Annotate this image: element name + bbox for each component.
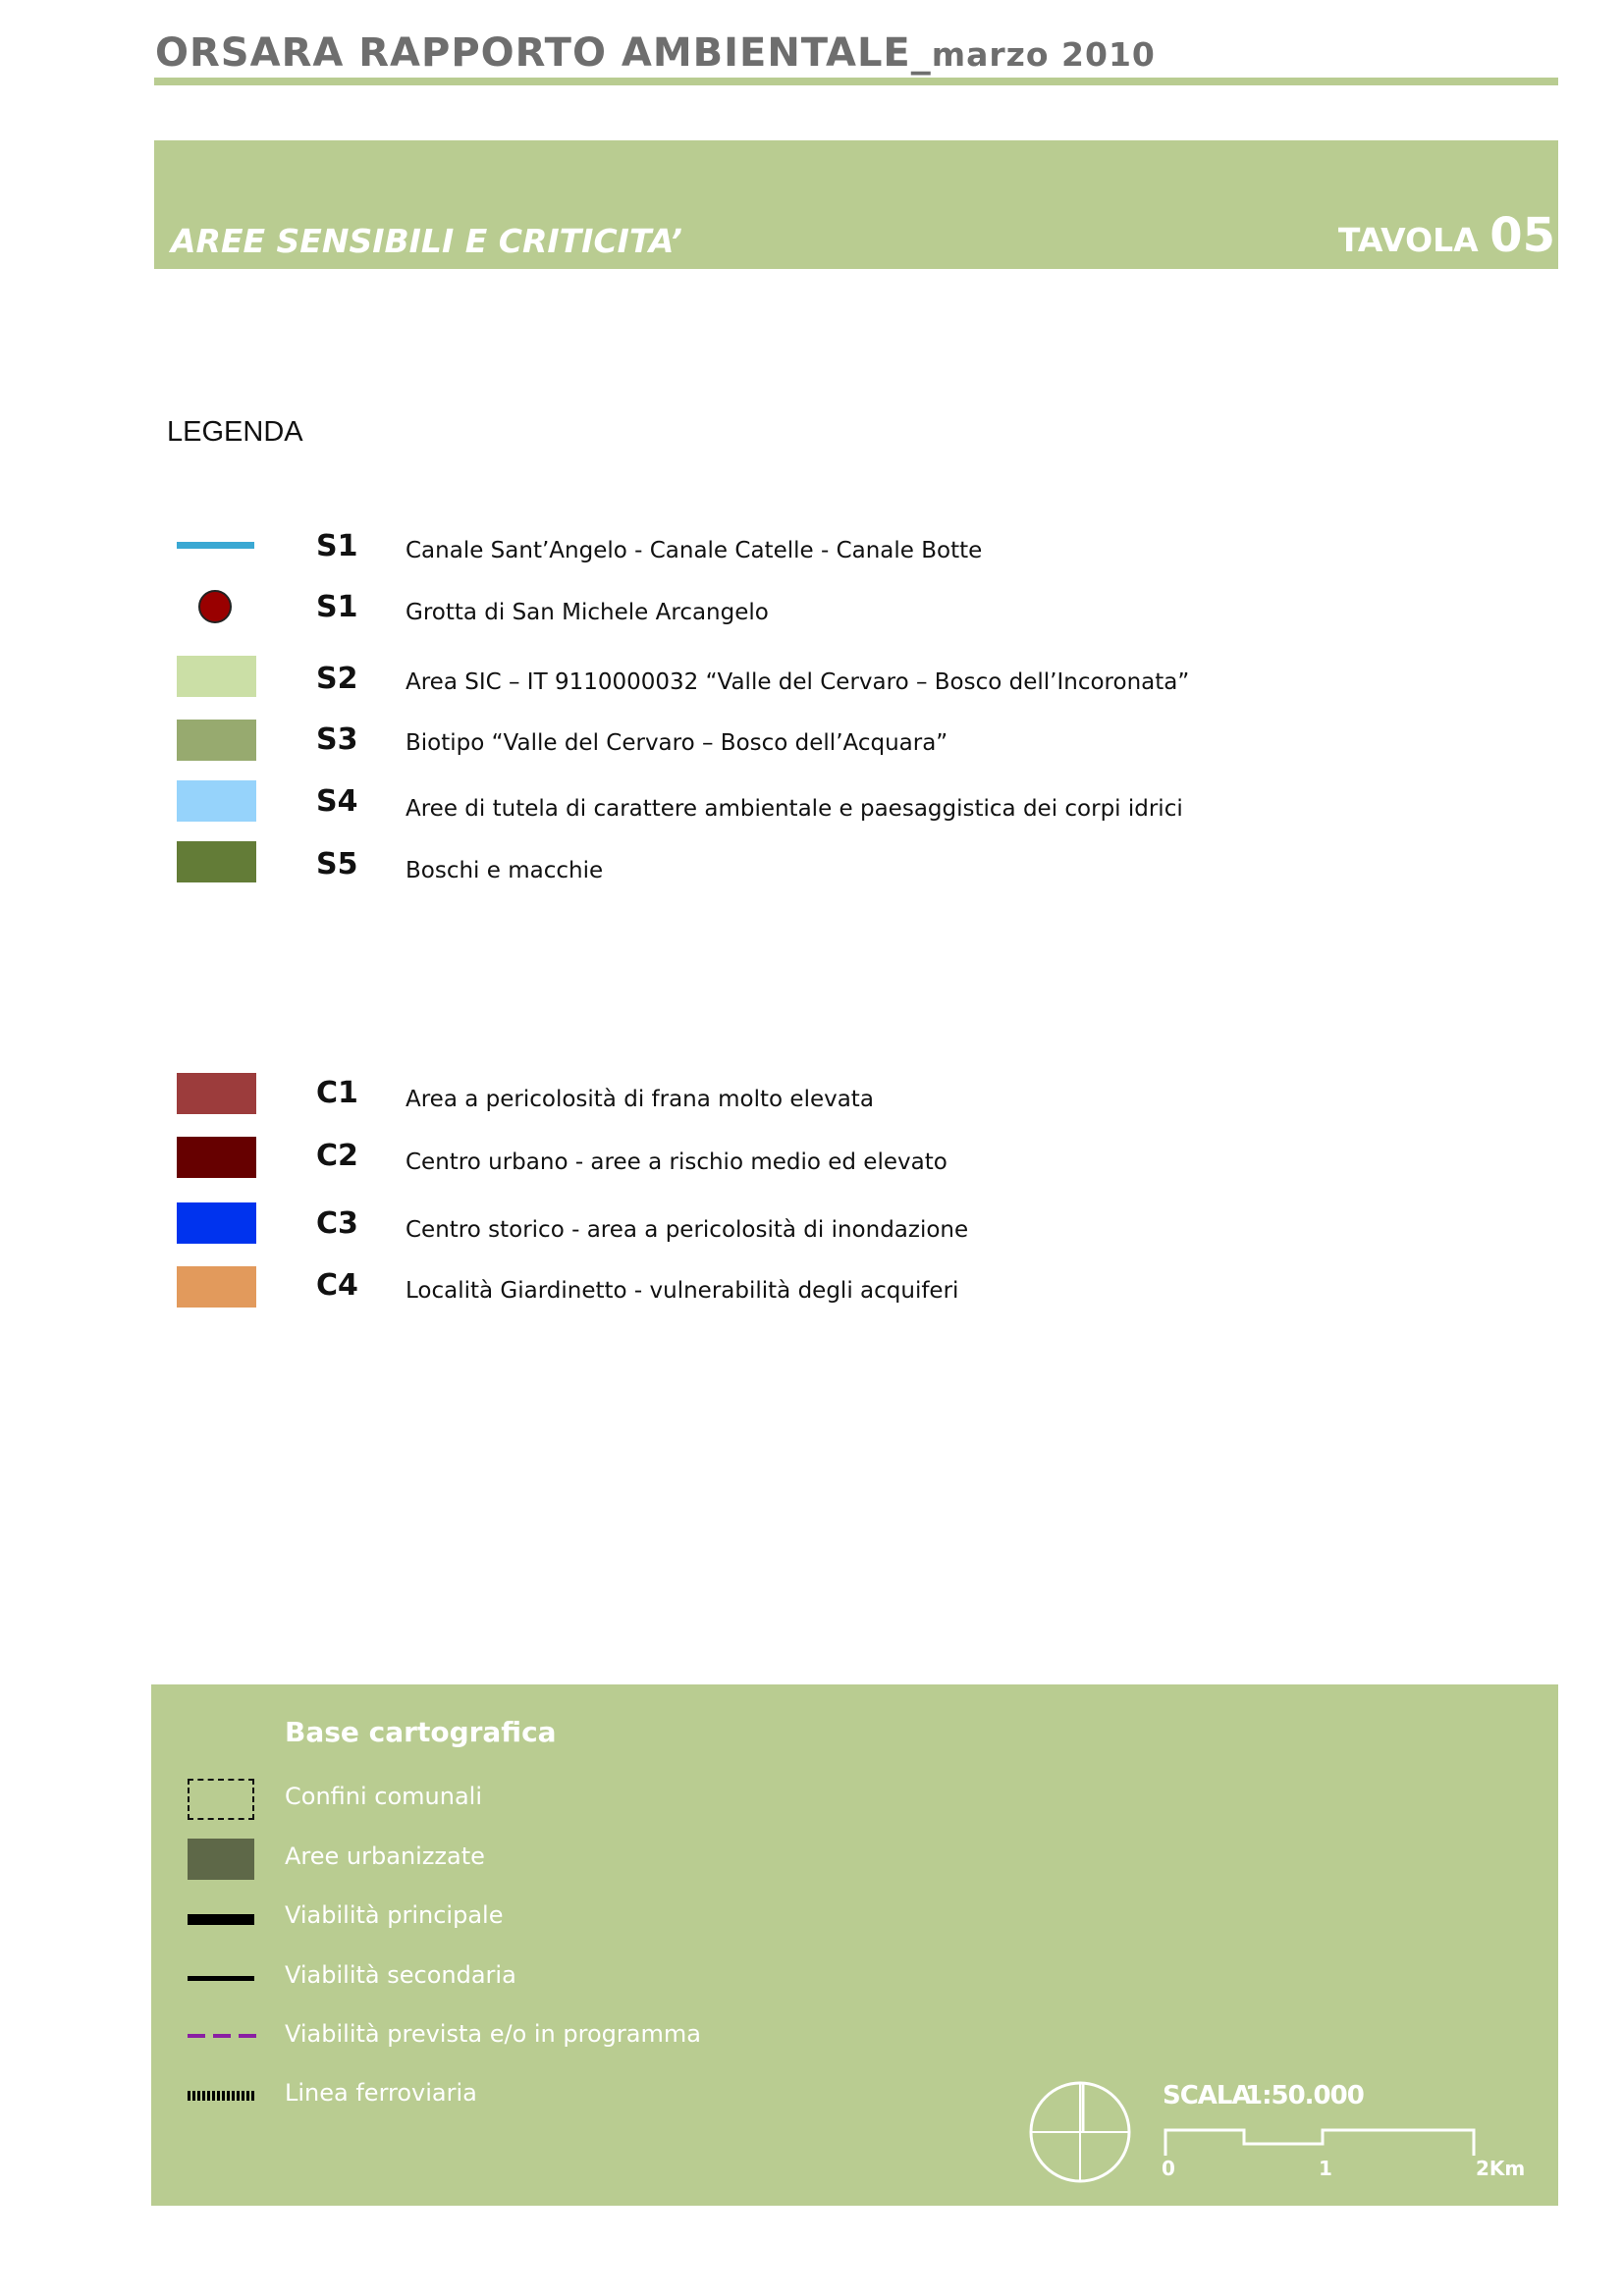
legend-code: S1	[316, 590, 358, 624]
swatch-icon	[177, 841, 256, 882]
legend-row-c2	[0, 1137, 1624, 1196]
swatch-icon	[177, 1202, 256, 1244]
legend-label: Canale Sant’Angelo - Canale Catelle - Canale Botte	[406, 538, 983, 563]
base-item-label: Viabilità prevista e/o in programma	[285, 2020, 701, 2048]
legend-row-s4	[0, 780, 1624, 839]
legend-label: Aree di tutela di carattere ambientale e paesaggistica dei corpi idrici	[406, 796, 1183, 822]
legend-row-s1-canale	[0, 527, 1624, 586]
legend-row-s5	[0, 841, 1624, 900]
legend-code: C1	[316, 1076, 358, 1110]
scale-label: SCALA	[1163, 2081, 1251, 2110]
scale-bar-icon	[1163, 2126, 1477, 2158]
thick-line-icon	[188, 1914, 254, 1925]
scale-ratio: 1:50.000	[1245, 2081, 1364, 2110]
legend-label: Grotta di San Michele Arcangelo	[406, 600, 769, 625]
plate-number	[1337, 208, 1555, 271]
scale-tick-2: 2Km	[1476, 2157, 1526, 2180]
legend-code: S2	[316, 662, 358, 696]
base-title: Base cartografica	[285, 1716, 557, 1748]
base-item-label: Aree urbanizzate	[285, 1842, 485, 1870]
document-title-main: ORSARA RAPPORTO AMBIENTALE_	[155, 30, 932, 76]
dashed-box-icon	[188, 1779, 254, 1820]
section-title: AREE SENSIBILI E CRITICITA’	[171, 222, 682, 260]
legend-label: Centro storico - area a pericolosità di inondazione	[406, 1217, 969, 1243]
legend-label: Area a pericolosità di frana molto elevata	[406, 1087, 874, 1112]
red-dot-icon	[198, 590, 232, 623]
legend-code: C3	[316, 1206, 358, 1241]
purple-dashed-line-icon	[188, 2032, 256, 2040]
legend-row-c4	[0, 1266, 1624, 1325]
swatch-icon	[177, 780, 256, 822]
swatch-icon	[177, 1137, 256, 1178]
blue-line-icon	[177, 542, 254, 549]
legend-code: C4	[316, 1268, 358, 1303]
plate-number-value: 05	[1489, 208, 1555, 263]
compass-icon	[1028, 2080, 1132, 2184]
filled-box-icon	[188, 1839, 254, 1880]
base-item-label: Viabilità principale	[285, 1901, 504, 1929]
legend-row-c1	[0, 1073, 1624, 1132]
swatch-icon	[177, 720, 256, 761]
scale-tick-0: 0	[1162, 2157, 1175, 2180]
base-item-label: Viabilità secondaria	[285, 1961, 516, 1989]
legend-row-s2	[0, 656, 1624, 715]
thin-line-icon	[188, 1976, 254, 1981]
legend-label: Area SIC – IT 9110000032 “Valle del Cervaro – Bosco dell’Incoronata”	[406, 669, 1190, 695]
swatch-icon	[177, 1073, 256, 1114]
legend-label: Boschi e macchie	[406, 858, 604, 883]
base-cartografica-panel	[151, 1684, 1558, 2206]
legend-label: Biotipo “Valle del Cervaro – Bosco dell’Acquara”	[406, 730, 948, 756]
legend-label: Centro urbano - aree a rischio medio ed elevato	[406, 1149, 947, 1175]
scale-tick-1: 1	[1319, 2157, 1332, 2180]
legend-title: LEGENDA	[167, 416, 303, 448]
swatch-icon	[177, 1266, 256, 1308]
legend-code: S4	[316, 784, 358, 819]
plate-label: TAVOLA	[1337, 221, 1490, 259]
document-date: marzo 2010	[931, 35, 1156, 74]
legend-code: C2	[316, 1139, 358, 1173]
document-title	[155, 29, 1156, 79]
title-underline	[154, 78, 1558, 85]
base-item-label: Linea ferroviaria	[285, 2079, 477, 2107]
section-banner	[154, 140, 1558, 269]
legend-row-s3	[0, 720, 1624, 778]
legend-row-c3	[0, 1202, 1624, 1261]
legend-label: Località Giardinetto - vulnerabilità degli acquiferi	[406, 1278, 959, 1304]
railway-icon	[188, 2090, 256, 2102]
legend-code: S1	[316, 529, 358, 563]
legend-code: S3	[316, 722, 358, 757]
legend-code: S5	[316, 847, 358, 881]
base-item-label: Confini comunali	[285, 1783, 482, 1810]
legend-row-s1-grotta	[0, 588, 1624, 647]
swatch-icon	[177, 656, 256, 697]
